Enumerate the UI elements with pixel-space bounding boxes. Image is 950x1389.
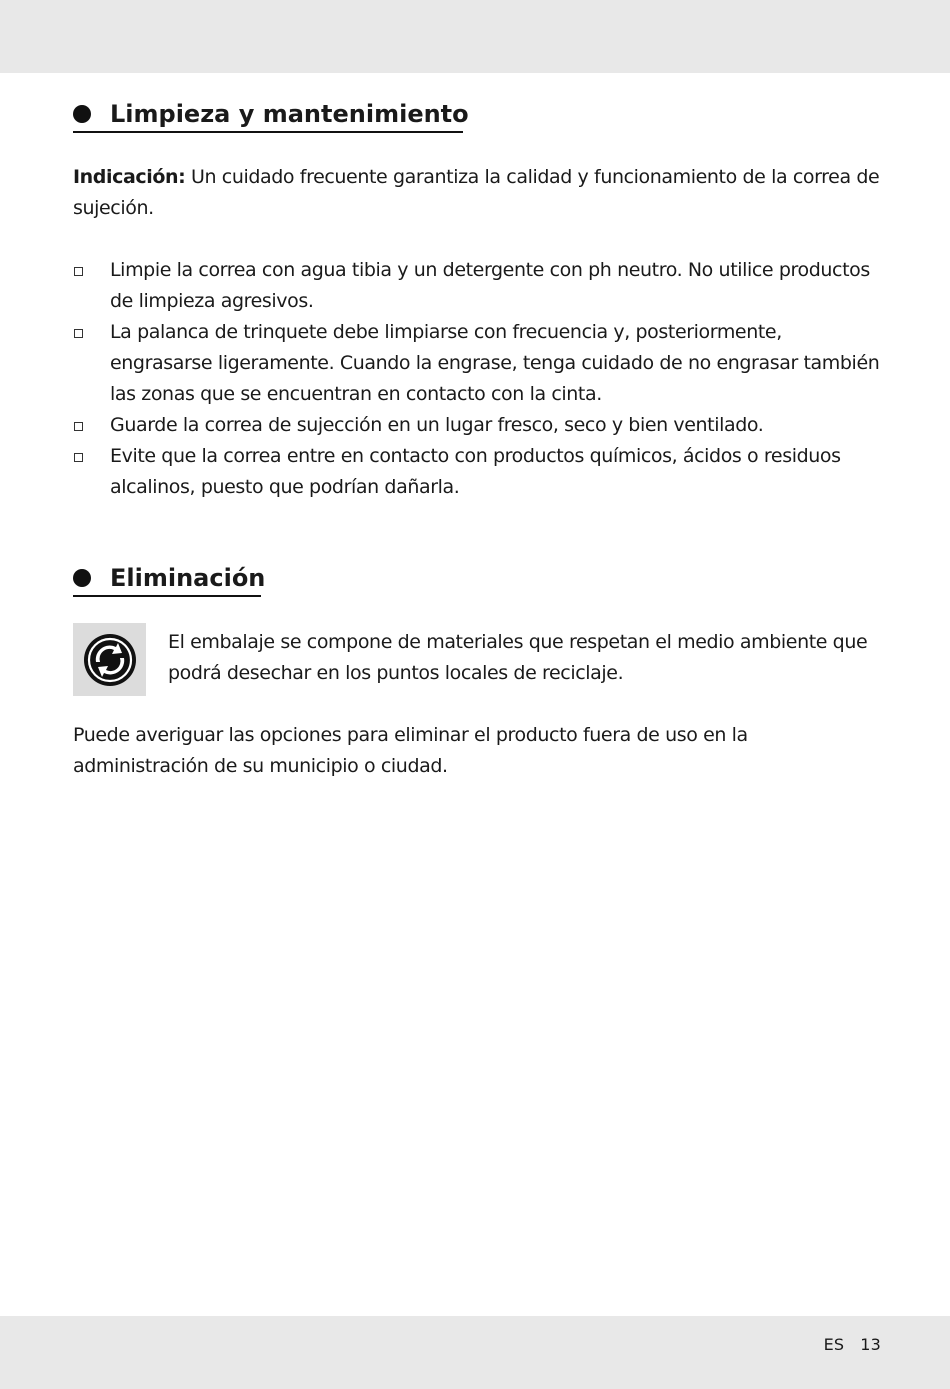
- heading-bullet-icon: [73, 569, 91, 587]
- list-item: [73, 317, 883, 410]
- header-band: [0, 0, 950, 73]
- list-item: [73, 255, 883, 317]
- list-item: [73, 441, 883, 503]
- checkbox-bullet-icon: [74, 267, 83, 276]
- page-number: 13: [860, 1335, 881, 1354]
- disposal-paragraph: Puede averiguar las opciones para eliminar el producto fuera de uso en la administración de su municipio o ciudad.: [73, 724, 748, 777]
- list-item: [73, 410, 883, 441]
- list-item-text: Guarde la correa de sujección en un lugar fresco, seco y bien ventilado.: [110, 414, 764, 436]
- list-item-text: Evite que la correa entre en contacto con productos químicos, ácidos o residuos alcalinos, puesto que podrían dañarla.: [110, 445, 841, 498]
- note-paragraph: [73, 162, 883, 224]
- heading-underline: [73, 595, 261, 597]
- list-item-text: La palanca de trinquete debe limpiarse con frecuencia y, posteriormente, engrasarse ligeramente. Cuando la engrase, tenga cuidado de no engrasar también las zonas que se encuentran en contacto con la cinta.: [110, 321, 880, 405]
- section-heading-disposal: [73, 562, 265, 594]
- checkbox-bullet-icon: [74, 453, 83, 462]
- cleaning-list: [73, 255, 883, 503]
- section-heading-cleaning: [73, 98, 469, 130]
- section-title: Limpieza y mantenimiento: [110, 100, 469, 128]
- note-label: Indicación:: [73, 166, 186, 188]
- section-title: Eliminación: [110, 564, 266, 592]
- green-dot-recycling-icon: [73, 623, 146, 696]
- note-text: Un cuidado frecuente garantiza la calidad y funcionamiento de la correa de sujeción.: [73, 166, 880, 219]
- page-footer: [824, 1335, 881, 1354]
- packaging-text: El embalaje se compone de materiales que respetan el medio ambiente que podrá desechar en los puntos locales de reciclaje.: [168, 631, 868, 684]
- language-code: ES: [823, 1335, 845, 1354]
- checkbox-bullet-icon: [74, 422, 83, 431]
- checkbox-bullet-icon: [74, 329, 83, 338]
- footer-band: [0, 1316, 950, 1389]
- heading-underline: [73, 131, 463, 133]
- list-item-text: Limpie la correa con agua tibia y un detergente con ph neutro. No utilice productos de limpieza agresivos.: [110, 259, 870, 312]
- heading-bullet-icon: [73, 105, 91, 123]
